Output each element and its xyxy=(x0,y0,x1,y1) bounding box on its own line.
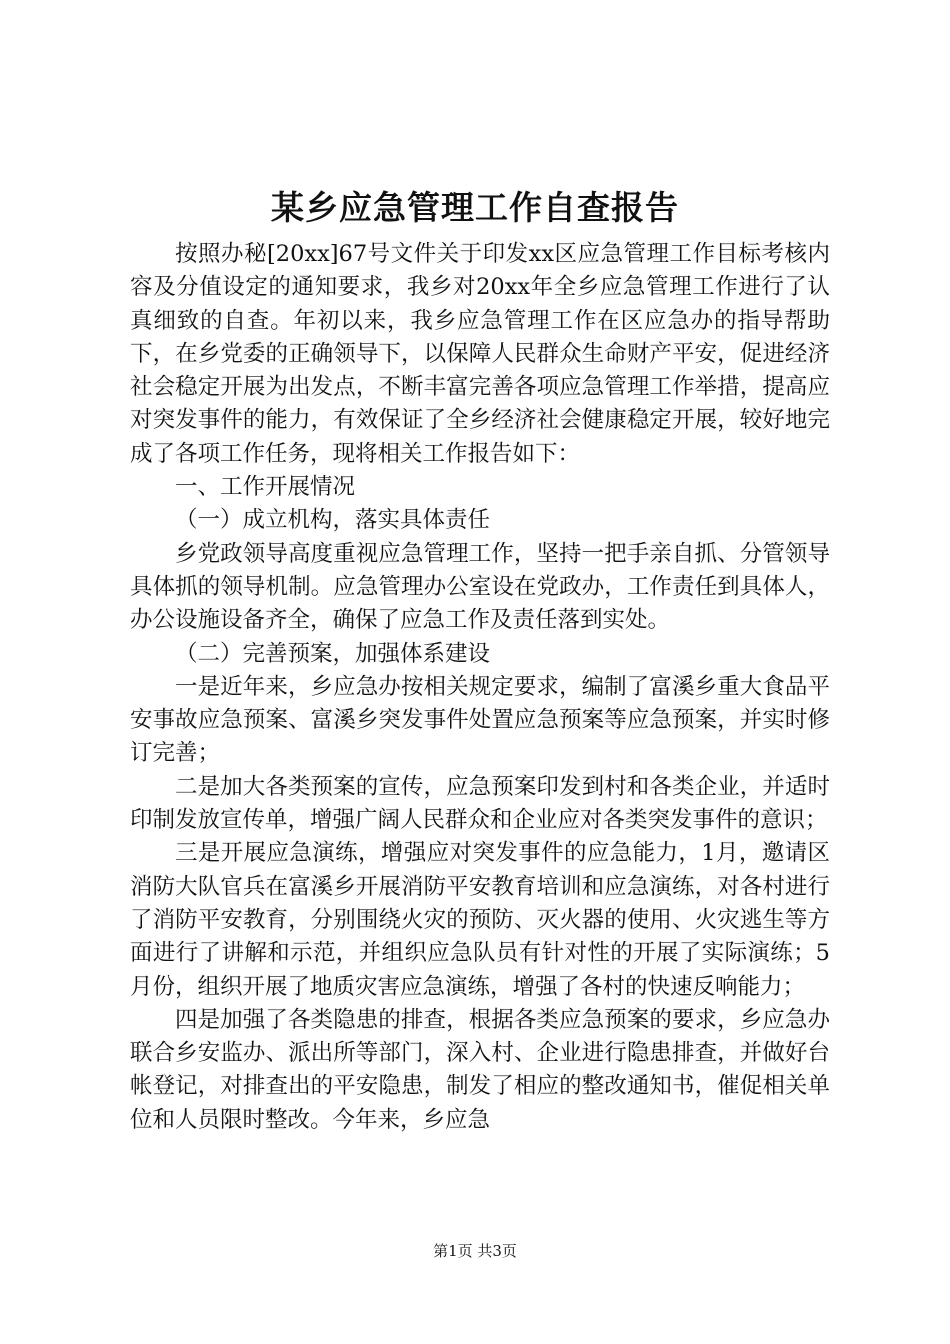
section-heading: 一、工作开展情况 xyxy=(175,474,356,501)
intro-paragraph: 按照办秘[20xx]67号文件关于印发xx区应急管理工作目标考核内容及分值设定的通知要求，我乡对20xx年全乡应急管理工作进行了认真细致的自查。年初以来，我乡应急管理工作在区应急办的指导帮助下，在乡党委的正确领导下，以保障人民群众生命财产平安，促进经济社会稳定开展为出发点，不断丰富完善各项应急管理工作举措，提高应对突发事件的能力，有效保证了全乡经济社会健康稳定开展，较好地完成了各项工作任务，现将相关工作报告如下： xyxy=(130,241,830,467)
subsection-heading: （一）成立机构，落实具体责任 xyxy=(175,507,491,534)
body-paragraph: 四是加强了各类隐患的排查，根据各类应急预案的要求，乡应急办联合乡安监办、派出所等部门，深入村、企业进行隐患排查，并做好台帐登记，对排查出的平安隐患，制发了相应的整改通知书，催促相关单位和人员限时整改。今年来，乡应急 xyxy=(130,1006,830,1133)
document-title: 某乡应急管理工作自查报告 xyxy=(271,188,679,227)
body-paragraph: 一是近年来，乡应急办按相关规定要求，编制了富溪乡重大食品平安事故应急预案、富溪乡突发事件处置应急预案等应急预案，并实时修订完善； xyxy=(130,673,830,767)
body-paragraph: 乡党政领导高度重视应急管理工作，坚持一把手亲自抓、分管领导具体抓的领导机制。应急管理办公室设在党政办，工作责任到具体人，办公设施设备齐全，确保了应急工作及责任落到实处。 xyxy=(130,540,830,634)
subsection-heading: （二）完善预案，加强体系建设 xyxy=(175,640,491,667)
page-footer: 第1页 共3页 xyxy=(433,1242,517,1260)
body-paragraph: 三是开展应急演练，增强应对突发事件的应急能力，1月，邀请区消防大队官兵在富溪乡开展消防平安教育培训和应急演练，对各村进行了消防平安教育，分别围绕火灾的预防、灭火器的使用、火灾逃生等方面进行了讲解和示范，并组织应急队员有针对性的开展了实际演练；5月份，组织开展了地质灾害应急演练，增强了各村的快速反响能力； xyxy=(130,840,830,1000)
document-body xyxy=(130,238,830,1137)
body-paragraph: 二是加大各类预案的宣传，应急预案印发到村和各类企业，并适时印制发放宣传单，增强广阔人民群众和企业应对各类突发事件的意识； xyxy=(130,773,830,834)
